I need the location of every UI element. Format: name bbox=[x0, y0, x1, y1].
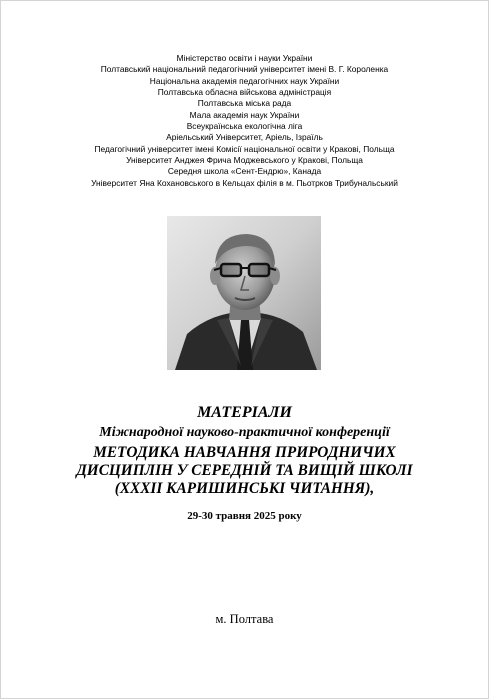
organization-line: Міністерство освіти і науки України bbox=[176, 53, 313, 63]
topic-line: (XXXII КАРИШИНСЬКІ ЧИТАННЯ), bbox=[114, 480, 375, 498]
portrait-photo bbox=[167, 216, 321, 370]
organizations-list bbox=[0, 53, 489, 189]
city-name: м. Полтава bbox=[215, 612, 274, 626]
conference-dates: 29-30 травня 2025 року bbox=[187, 510, 302, 522]
conference-topic bbox=[0, 444, 489, 499]
organization-line: Педагогічний університет імені Комісії національної освіти у Кракові, Польща bbox=[94, 143, 395, 154]
organization-line: Національна академія педагогічних наук України bbox=[149, 75, 340, 86]
topic-line: МЕТОДИКА НАВЧАННЯ ПРИРОДНИЧИХ bbox=[93, 444, 396, 461]
organization-line: Аріельський Університет, Аріель, Ізраїль bbox=[166, 132, 323, 143]
organization-line: Полтавська міська рада bbox=[197, 98, 292, 109]
conference-subtitle: Міжнародної науково-практичної конференції bbox=[99, 425, 390, 440]
organization-line: Середня школа «Сент-Ендрю», Канада bbox=[167, 166, 322, 177]
organization-line: Мала академія наук України bbox=[189, 109, 300, 120]
organization-line: Університет Анджея Фрича Моджевського у Кракові, Польща bbox=[126, 155, 363, 166]
topic-line: ДИСЦИПЛІН У СЕРЕДНІЙ ТА ВИЩІЙ ШКОЛІ bbox=[76, 462, 413, 480]
organization-line: Полтавська обласна військова адміністрація bbox=[157, 87, 332, 98]
organization-line: Всеукраїнська екологічна ліга bbox=[186, 121, 303, 132]
organization-line: Університет Яна Кохановського в Кельцах філія в м. Пьотрков Трибунальський bbox=[91, 177, 398, 188]
organization-line: Полтавський національний педагогічний університет імені В. Г. Короленка bbox=[100, 64, 389, 75]
materials-heading: МАТЕРІАЛИ bbox=[197, 404, 292, 421]
